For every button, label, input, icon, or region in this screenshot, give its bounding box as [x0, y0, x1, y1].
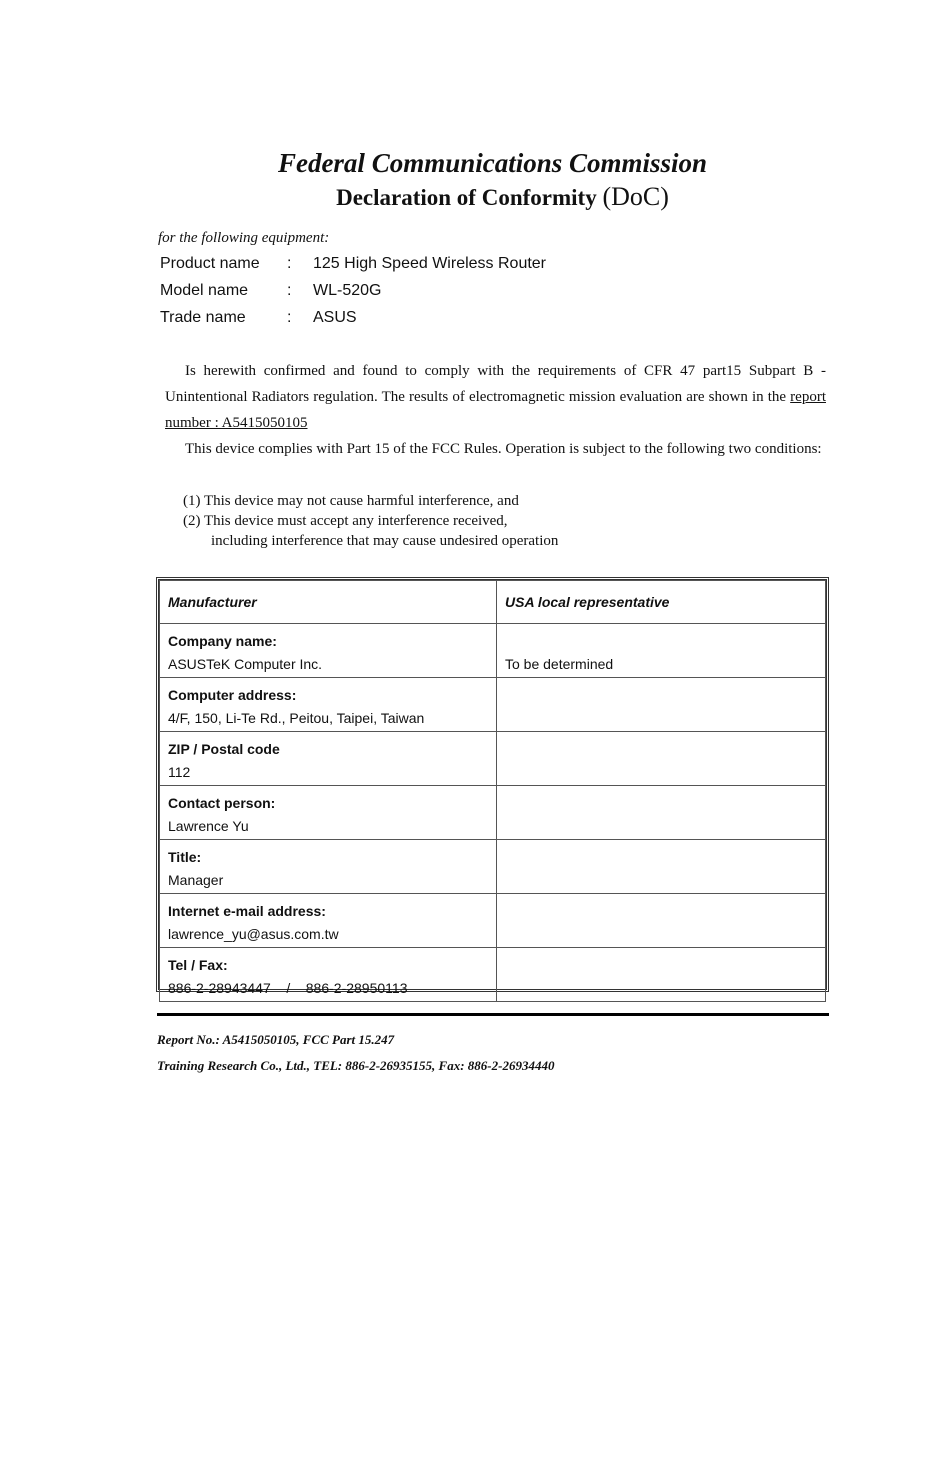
condition-item: (2) This device must accept any interference received, — [183, 513, 508, 529]
footer-divider — [157, 1013, 829, 1016]
table-row — [160, 678, 826, 732]
condition-item: (1) This device may not cause harmful interference, and — [183, 493, 519, 509]
equipment-sep: : — [287, 309, 292, 326]
field-label: Company name: — [168, 633, 277, 649]
table-header-row — [160, 581, 826, 624]
equipment-label: Product name — [160, 255, 260, 272]
table-row — [160, 894, 826, 948]
subtitle-paren: (DoC) — [602, 182, 669, 211]
equipment-value: ASUS — [313, 309, 357, 326]
declaration-table — [156, 577, 829, 996]
table-row — [160, 948, 826, 1002]
equipment-row-trade — [160, 309, 357, 327]
field-label: Contact person: — [168, 795, 276, 811]
report-number: report number : A5415050105 — [165, 389, 826, 431]
field-value: Lawrence Yu — [168, 818, 249, 834]
representative-header: USA local representative — [497, 581, 826, 624]
field-label: Computer address: — [168, 687, 297, 703]
field-value: lawrence_yu@asus.com.tw — [168, 926, 339, 942]
field-label: ZIP / Postal code — [168, 741, 280, 757]
manufacturer-header: Manufacturer — [160, 581, 497, 624]
table-row — [160, 624, 826, 678]
field-value: 886-2-28943447 / 886-2-28950113 — [168, 980, 408, 996]
equipment-label: Model name — [160, 282, 249, 299]
table-row — [160, 786, 826, 840]
compliance-paragraph-1 — [165, 358, 826, 436]
field-value: 4/F, 150, Li-Te Rd., Peitou, Taipei, Taiwan — [168, 710, 425, 726]
representative-value: To be determined — [505, 656, 614, 672]
equipment-sep: : — [287, 255, 292, 272]
subtitle-main: Declaration of Conformity — [336, 185, 603, 210]
table-row — [160, 732, 826, 786]
field-value: Manager — [168, 872, 224, 888]
table-row — [160, 840, 826, 894]
document-subtitle — [0, 182, 950, 212]
equipment-row-product — [160, 255, 546, 273]
footer-company-line: Training Research Co., Ltd., TEL: 886-2-26935155, Fax: 886-2-26934440 — [157, 1058, 555, 1073]
field-label: Tel / Fax: — [168, 957, 228, 973]
equipment-value: WL-520G — [313, 282, 382, 299]
equipment-label: Trade name — [160, 309, 246, 326]
document-title: Federal Communications Commission — [277, 148, 708, 178]
equipment-value: 125 High Speed Wireless Router — [313, 255, 547, 272]
field-value: 112 — [168, 764, 191, 780]
equipment-intro: for the following equipment: — [158, 230, 330, 246]
field-value: ASUSTeK Computer Inc. — [168, 656, 323, 672]
compliance-p1-text: Is herewith confirmed and found to comply with the requirements of CFR 47 part15 Subpart B - Unintentional Radiators regulation. The results of electromagnetic mission evaluation are shown in the — [165, 363, 826, 405]
equipment-sep: : — [287, 282, 292, 299]
condition-item: including interference that may cause undesired operation — [211, 533, 559, 549]
field-label: Title: — [168, 849, 202, 865]
footer-report-line: Report No.: A5415050105, FCC Part 15.247 — [157, 1032, 395, 1047]
conditions-list — [183, 491, 558, 551]
field-label: Internet e-mail address: — [168, 903, 326, 919]
equipment-row-model — [160, 282, 381, 300]
compliance-paragraph-2: This device complies with Part 15 of the FCC Rules. Operation is subject to the following two conditions: — [185, 441, 822, 457]
compliance-text — [165, 358, 826, 462]
